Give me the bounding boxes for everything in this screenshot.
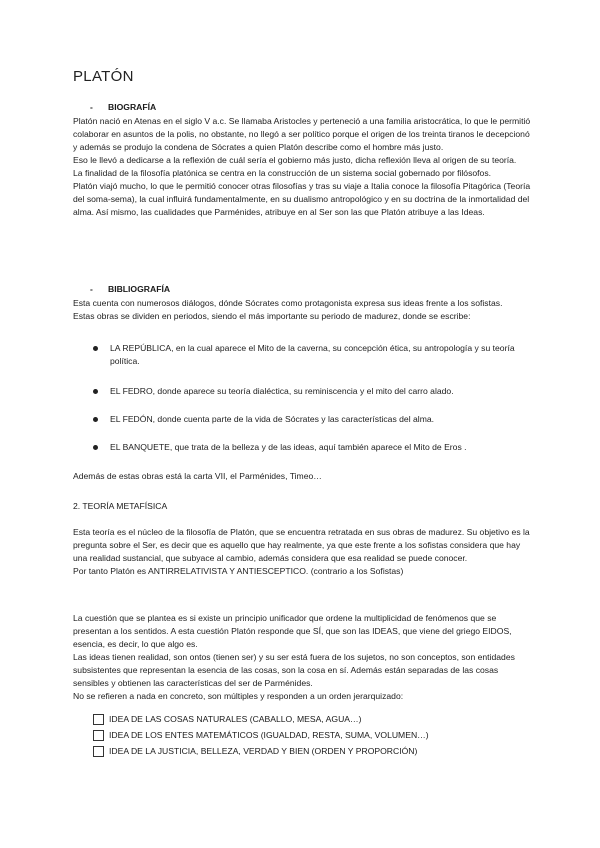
checklist-item [93,745,533,758]
paragraph: Estas obras se dividen en periodos, siendo el más importante su periodo de madurez, donde se escribe: [73,311,471,321]
biografia-text [73,115,533,219]
paragraph: Eso le llevó a dedicarse a la reflexión de cuál sería el gobierno más justo, dicha reflexión lleva al origen de su teoría. [73,155,517,165]
page-title: PLATÓN [73,68,134,85]
list-item [93,385,533,398]
paragraph: La finalidad de la filosofía platónica se centra en la construcción de un sistema social gobernado por filósofos. [73,168,492,178]
checkbox-icon [93,714,104,725]
teoria-paragraph-2 [73,612,533,703]
checklist-item-text: IDEA DE LOS ENTES MATEMÁTICOS (IGUALDAD, RESTA, SUMA, VOLUMEN…) [109,730,429,740]
paragraph: Por tanto Platón es ANTIRRELATIVISTA Y ANTIESCEPTICO. (contrario a los Sofistas) [73,566,404,576]
list-item-text: LA REPÚBLICA, en la cual aparece el Mito de la caverna, su concepción ética, su antropología y su teoría política. [110,343,515,366]
teoria-paragraph-1 [73,526,533,578]
bibliografia-intro [73,297,533,323]
bullet-icon [93,346,98,351]
checklist-item-text: IDEA DE LAS COSAS NATURALES (CABALLO, MESA, AGUA…) [109,714,362,724]
section-heading-teoria: 2. TEORÍA METAFÍSICA [73,501,168,511]
dash-marker: - [90,284,93,294]
list-item [93,413,533,426]
checklist-item [93,713,533,726]
section-heading-bibliografia [90,283,170,296]
heading-text: BIOGRAFÍA [108,102,157,112]
checklist-item [93,729,533,742]
paragraph: Las ideas tienen realidad, son ontos (tienen ser) y su ser está fuera de los sujetos, no son conceptos, son entidades subsistentes que representan la esencia de las cosas, son la cosa en sí. Además están separadas de las cosas sensibles y obtienen las características del ser de Parménides. [73,652,515,688]
paragraph: Esta cuenta con numerosos diálogos, dónde Sócrates como protagonista expresa sus ideas frente a los sofistas. [73,298,503,308]
checkbox-icon [93,730,104,741]
bullet-icon [93,417,98,422]
list-item-text: EL FEDRO, donde aparece su teoría dialéctica, su reminiscencia y el mito del carro alado. [110,386,454,396]
dash-marker: - [90,102,93,112]
paragraph: Esta teoría es el núcleo de la filosofía de Platón, que se encuentra retratada en sus obras de madurez. Su objetivo es la pregunta sobre el Ser, es decir que es aquello que hay realmente, ya que este frente a los sofistas considera que hay una realidad sustancial, que subyace al cambio, además considera que esa realidad se puede conocer. [73,527,530,563]
paragraph: No se refieren a nada en concreto, son múltiples y responden a un orden jerarquizado: [73,691,404,701]
checkbox-icon [93,746,104,757]
checklist-item-text: IDEA DE LA JUSTICIA, BELLEZA, VERDAD Y BIEN (ORDEN Y PROPORCIÓN) [109,746,418,756]
bibliografia-closing: Además de estas obras está la carta VII, el Parménides, Timeo… [73,471,322,481]
bullet-icon [93,445,98,450]
list-item [93,342,533,368]
list-item-text: EL FEDÓN, donde cuenta parte de la vida de Sócrates y las características del alma. [110,414,435,424]
section-heading-biografia [90,101,156,114]
paragraph: Platón viajó mucho, lo que le permitió conocer otras filosofías y tras su viaje a Italia conoce la filosofía Pitagórica (Teoría del soma-sema), la cual influirá fundamentalmente, en su dualismo antropológico y en su doctrina de la inmortalidad del alma. Así mismo, las cualidades que Parménides, atribuye en al Ser son las que Platón atribuye a las Ideas. [73,181,531,217]
paragraph: La cuestión que se plantea es si existe un principio unificador que ordene la multiplicidad de fenómenos que se presentan a los sentidos. A esta cuestión Platón responde que SÍ, que son las IDEAS, que viene del griego EIDOS, esencia, es decir, lo que algo es. [73,613,512,649]
list-item [93,441,533,454]
bullet-icon [93,389,98,394]
list-item-text: EL BANQUETE, que trata de la belleza y de las ideas, aquí también aparece el Mito de Eros . [110,442,467,452]
paragraph: Platón nació en Atenas en el siglo V a.c. Se llamaba Aristocles y perteneció a una familia aristocrática, lo que le permitió colaborar en asuntos de la polis, no obstante, no llegó a ser político porque el origen de los treinta tiranos le decepcionó y además se produjo la condena de Sócrates a quien Platón describe como el hombre más justo. [73,116,531,152]
heading-text: BIBLIOGRAFÍA [108,284,171,294]
